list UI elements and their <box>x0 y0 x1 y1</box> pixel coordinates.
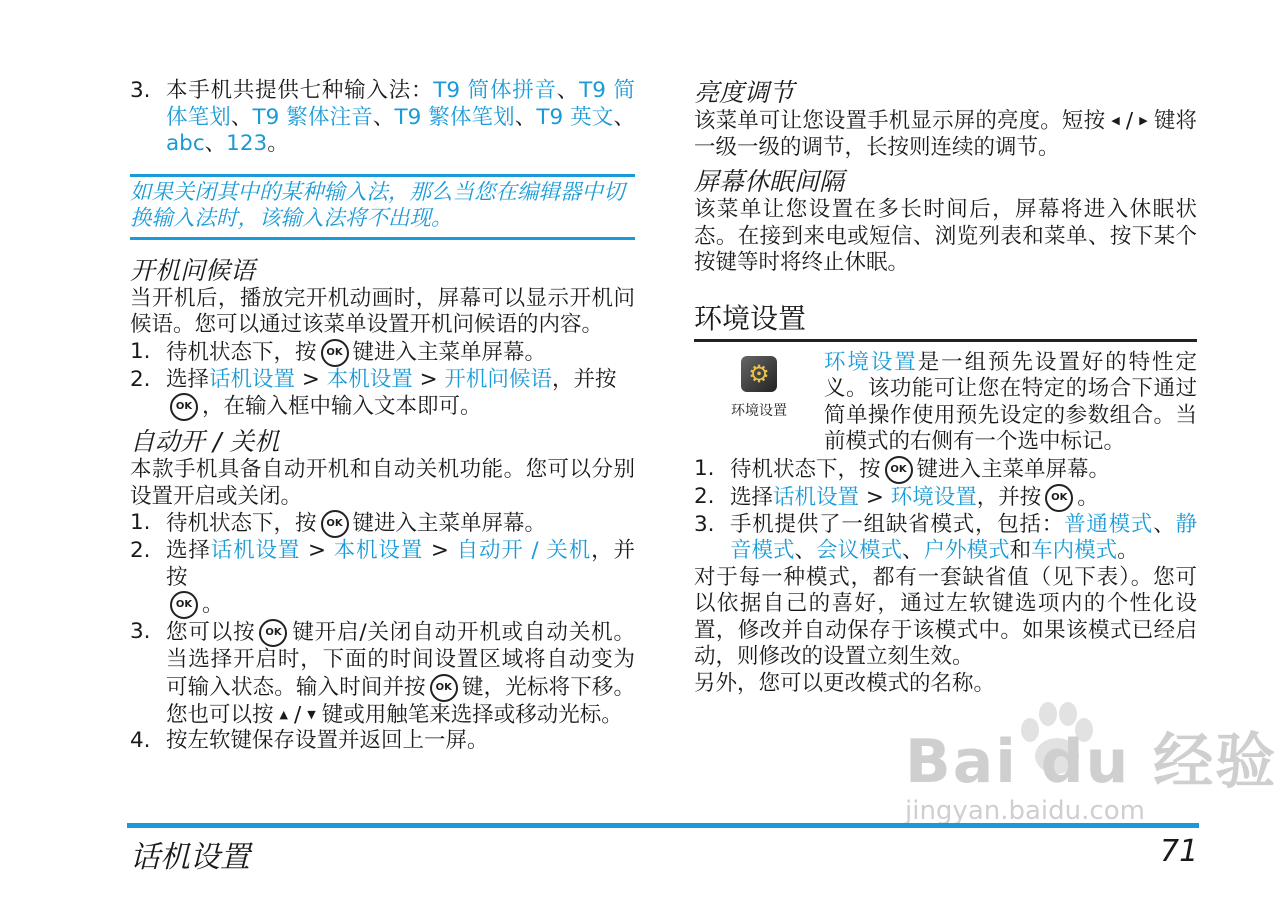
icon-caption: 环境设置 <box>731 402 787 419</box>
text: ，在输入框中输入文本即可。 <box>202 394 482 419</box>
text: 待机状态下，按 <box>730 456 881 482</box>
paragraph-profiles-closing: 对于每一种模式，都有一套缺省值（见下表）。您可以依据自己的喜好，通过左软键选项内的个性化设置，修改并自动保存于该模式中。如果该模式已经启动，则修改的设置立刻生效。 <box>694 564 1197 670</box>
input-method-abc: abc <box>166 131 205 156</box>
separator: > <box>859 484 891 510</box>
paragraph-auto-power: 本款手机具备自动开机和自动关机功能。您可以分别设置开启或关闭。 <box>130 457 635 509</box>
profiles-intro <box>694 350 1197 456</box>
input-method-t9-english: T9 英文 <box>536 104 614 130</box>
separator: > <box>423 538 457 563</box>
menu-link-phone-settings: 话机设置 <box>209 366 296 392</box>
text: 键，光标将下移。您也可以按 <box>166 674 635 727</box>
left-column <box>130 78 635 755</box>
separator: 、 <box>514 104 537 130</box>
input-method-123: 123 <box>226 131 268 156</box>
left-arrow-icon: ◀ <box>1111 114 1120 127</box>
text: 选择 <box>730 484 774 510</box>
menu-link-profiles: 环境设置 <box>890 484 977 510</box>
ok-key-icon: OK <box>430 674 458 702</box>
list-number: 1. <box>130 338 151 364</box>
list-item <box>130 538 635 619</box>
list-number: 2. <box>694 483 715 509</box>
list-item <box>694 484 1197 512</box>
list-number: 3. <box>130 78 151 103</box>
list-number: 1. <box>130 510 151 535</box>
text: ，并按 <box>166 538 635 590</box>
text: 键进入主菜单屏幕。 <box>352 339 547 365</box>
heading-sleep: 屏幕休眠间隔 <box>694 167 845 197</box>
list-body <box>166 510 635 538</box>
paragraph-profiles-top <box>824 350 1197 456</box>
ok-key-icon: OK <box>1045 484 1073 512</box>
text: 本手机共提供七种输入法： <box>166 78 434 103</box>
menu-link-profiles: 环境设置 <box>824 349 918 375</box>
period: 。 <box>267 131 289 156</box>
mode-outdoor: 户外模式 <box>923 538 1010 564</box>
text: 选择 <box>166 538 211 563</box>
list-body <box>166 619 635 728</box>
separator: 、 <box>556 78 580 103</box>
watermark <box>905 727 1278 826</box>
mode-meeting: 会议模式 <box>816 538 903 564</box>
paragraph-sleep: 该菜单让您设置在多长时间后，屏幕将进入休眠状态。在接到来电或短信、浏览列表和菜单、按下某个按键等时将终止休眠。 <box>694 197 1197 276</box>
list-item <box>130 619 635 728</box>
separator: 、 <box>613 104 635 130</box>
menu-link-local-settings: 本机设置 <box>326 366 413 392</box>
text: ，并按 <box>976 484 1042 510</box>
page-number: 71 <box>1160 834 1199 869</box>
footer-title: 话机设置 <box>130 840 250 875</box>
text: 。 <box>1077 484 1099 510</box>
ok-key-icon: OK <box>259 619 287 647</box>
gear-icon: ⚙ <box>741 356 777 392</box>
mode-car: 车内模式 <box>1031 538 1118 564</box>
text: / <box>293 701 302 727</box>
list-body <box>730 456 1197 484</box>
separator: 、 <box>1153 511 1176 537</box>
text: 选择 <box>166 366 210 392</box>
input-method-t9-zhuyin: T9 繁体注音 <box>252 104 373 130</box>
input-method-t9-trad-stroke: T9 繁体笔划 <box>394 104 515 130</box>
separator: 、 <box>230 104 253 130</box>
list-number: 1. <box>694 455 715 481</box>
list-body <box>166 78 635 158</box>
list-item <box>130 367 635 422</box>
text: 待机状态下，按 <box>166 511 317 536</box>
menu-link-greeting: 开机问候语 <box>444 366 552 392</box>
mode-normal: 普通模式 <box>1064 511 1154 537</box>
text: 。 <box>1117 538 1139 564</box>
menu-link-local-settings: 本机设置 <box>333 538 424 563</box>
right-column <box>694 78 1197 697</box>
heading-greeting: 开机问候语 <box>130 255 256 285</box>
text: / <box>1125 108 1134 134</box>
text: 和 <box>1009 538 1032 564</box>
list-body <box>730 512 1197 565</box>
separator: > <box>295 366 327 392</box>
footer-rule <box>127 823 1199 828</box>
ok-key-icon: OK <box>170 591 198 619</box>
separator: 、 <box>902 538 924 564</box>
profiles-icon-block <box>694 350 824 456</box>
list-item <box>130 728 635 755</box>
list-body <box>166 367 635 422</box>
list-body <box>730 484 1197 512</box>
list-item <box>694 512 1197 565</box>
text: 键开启/关闭自动开机或自动关机。当选择开启时，下面的时间设置区域将自动变为可输入状态。输入时间并按 <box>166 620 635 700</box>
list-body: 按左软键保存设置并返回上一屏。 <box>166 728 489 754</box>
text: 键进入主菜单屏幕。 <box>916 456 1111 482</box>
list-number: 4. <box>130 728 151 754</box>
separator: 、 <box>372 104 395 130</box>
paragraph-greeting: 当开机后，播放完开机动画时，屏幕可以显示开机问候语。您可以通过该菜单设置开机问候语的内容。 <box>130 285 635 337</box>
down-arrow-icon: ▼ <box>307 707 316 721</box>
list-item-input-methods <box>130 78 635 158</box>
paragraph-profiles-rename: 另外，您可以更改模式的名称。 <box>694 670 996 696</box>
text: 键或用触笔来选择或移动光标。 <box>321 701 623 727</box>
text: 键将一级一级的调节，长按则连续的调节。 <box>694 108 1197 160</box>
menu-link-auto-power: 自动开 / 关机 <box>456 538 592 563</box>
separator: > <box>300 538 334 563</box>
text: 是一组预先设置好的特性定义。该功能可让您在特定的场合下通过简单操作使用预先设定的参数组合。当前模式的右侧有一个选中标记。 <box>824 349 1197 455</box>
paragraph-brightness <box>694 108 1197 161</box>
list-body <box>166 339 635 367</box>
menu-link-phone-settings: 话机设置 <box>210 538 301 563</box>
separator: 、 <box>204 131 227 156</box>
watermark-logo: Bai du 经验 <box>905 727 1278 797</box>
ok-key-icon: OK <box>885 456 913 484</box>
ok-key-icon: OK <box>170 393 198 421</box>
menu-link-phone-settings: 话机设置 <box>773 484 860 510</box>
right-arrow-icon: ▶ <box>1139 114 1148 127</box>
note-box: 如果关闭其中的某种输入法，那么当您在编辑器中切换输入法时，该输入法将不出现。 <box>130 174 635 240</box>
heading-brightness: 亮度调节 <box>694 78 795 107</box>
mode-silent: 静音模式 <box>730 511 1197 564</box>
text: 您可以按 <box>166 620 256 645</box>
up-arrow-icon: ▲ <box>279 707 288 721</box>
heading-auto-power: 自动开 / 关机 <box>130 427 280 456</box>
list-number: 3. <box>130 619 151 644</box>
list-number: 2. <box>130 538 151 563</box>
text: 。 <box>202 592 224 617</box>
text: 待机状态下，按 <box>166 339 317 365</box>
text: ，并按 <box>551 366 617 392</box>
list-item <box>130 339 635 367</box>
watermark-url: jingyan.baidu.com <box>905 796 1145 826</box>
input-method-t9-pinyin: T9 简体拼音 <box>433 78 557 103</box>
list-item <box>130 510 635 538</box>
text: 键进入主菜单屏幕。 <box>352 511 547 536</box>
input-method-t9-stroke: T9 简体笔划 <box>166 78 635 130</box>
ok-key-icon: OK <box>321 510 349 538</box>
separator: > <box>412 366 445 392</box>
text: 该菜单可让您设置手机显示屏的亮度。短按 <box>694 108 1106 134</box>
list-number: 2. <box>130 366 151 392</box>
separator: 、 <box>794 538 817 564</box>
heading-profiles: 环境设置 <box>694 301 1197 342</box>
list-item <box>694 456 1197 484</box>
text: 手机提供了一组缺省模式，包括： <box>730 511 1065 537</box>
list-body <box>166 538 635 619</box>
list-number: 3. <box>694 511 715 537</box>
ok-key-icon: OK <box>321 339 349 367</box>
